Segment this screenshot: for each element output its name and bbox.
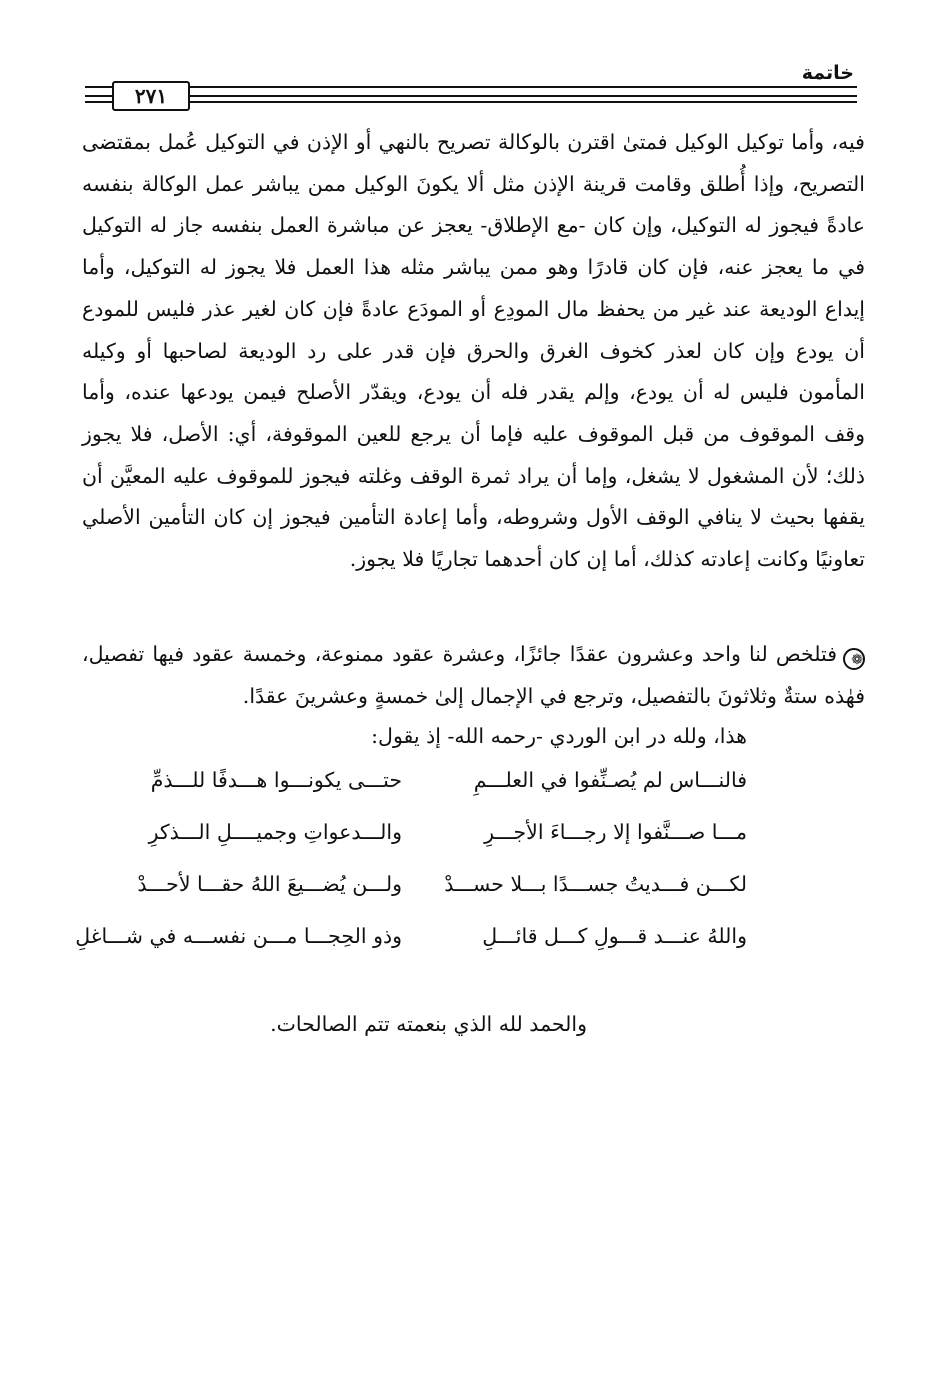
verse-2-first-hemistich: مـــا صـــنَّفوا إلا رجـــاءَ الأجـــرِ bbox=[484, 820, 747, 844]
header-rule-middle bbox=[85, 95, 857, 97]
header-rule-top bbox=[85, 86, 857, 88]
verse-3-first-hemistich: لكـــن فـــديتُ جســـدًا بـــلا حســـدْ bbox=[444, 872, 747, 896]
main-paragraph-block bbox=[82, 122, 865, 581]
verse-4-first-hemistich: واللهُ عنـــد قـــولِ كـــل قائـــلِ bbox=[482, 924, 747, 948]
verse-4-second-hemistich: وذو الحِجـــا مـــن نفســـه في شـــاغلِ bbox=[75, 924, 402, 948]
closing-line: والحمد لله الذي بنعمته تتم الصالحات. bbox=[270, 1012, 587, 1036]
flower-ornament-icon: ❁ bbox=[843, 648, 865, 670]
verse-3-second-hemistich: ولـــن يُضـــيعَ اللهُ حقـــا لأحـــدْ bbox=[137, 872, 402, 896]
summary-block bbox=[82, 634, 865, 717]
verse-1-first-hemistich: فالنـــاس لم يُصـنِّفوا في العلـــمِ bbox=[473, 768, 747, 792]
summary-text: فتلخص لنا واحد وعشرون عقدًا جائزًا، وعشرة عقود ممنوعة، وخمسة عقود فيها تفصيل، فهٰذه ستةٌ وثلاثونَ بالتفصيل، وترجع في الإجمال إلىٰ خمسةٍ وعشرينَ عقدًا. bbox=[82, 642, 865, 708]
page-number: ٢٧١ bbox=[112, 81, 190, 111]
header-rule-bottom bbox=[85, 101, 857, 103]
main-paragraph: فيه، وأما توكيل الوكيل فمتىٰ اقترن بالوكالة تصريح بالنهي أو الإذن في التوكيل عُمل بمقتضى التصريح، وإذا أُطلق وقامت قرينة الإذن مثل ألا يكونَ الوكيل ممن يباشر عمل الوكالة بنفسه عادةً فيجوز له التوكيل، وإن كان -مع الإطلاق- يعجز عن مباشرة العمل بنفسه جاز له التوكيل في ما يعجز عنه، فإن كان قادرًا وهو ممن يباشر مثله هذا العمل فلا يجوز له التوكيل، وأما إيداع الوديعة عند غير من يحفظ مال المودِع أو المودَع عادةً فإن كان لغير عذر فليس للمودع أن يودع وإن كان لعذر كخوف الغرق والحرق فإن قدر على رد الوديعة لصاحبها أو وكيله المأمون فليس له أن يودع، وإلم يقدر فله أن يودع، ويقدّر الأصلح فيمن يودعها عنده، وأما وقف الموقوف من قبل الموقوف عليه فإما أن يرجع للعين الموقوفة، أي: الأصل، فلا يجوز ذلك؛ لأن المشغول لا يشغل، وإما أن يراد ثمرة الوقف وغلته فيجوز للموقوف عليه المعيَّن أن يقفها بحيث لا ينافي الوقف الأول وشروطه، وأما إعادة التأمين فيجوز إن كان التأمين الأصلي تعاونيًا وكانت إعادته كذلك، أما إن كان أحدهما تجاريًا فلا يجوز. bbox=[82, 130, 865, 572]
summary-paragraph bbox=[82, 634, 865, 717]
verse-2-second-hemistich: والـــدعواتِ وجميــــلِ الـــذكرِ bbox=[148, 820, 402, 844]
running-header-title: خاتمة bbox=[801, 62, 854, 84]
poem-intro: هذا، ولله در ابن الوردي -رحمه الله- إذ يقول: bbox=[371, 724, 747, 748]
verse-1-second-hemistich: حتـــى يكونـــوا هـــدفًا للـــذمِّ bbox=[150, 768, 402, 792]
